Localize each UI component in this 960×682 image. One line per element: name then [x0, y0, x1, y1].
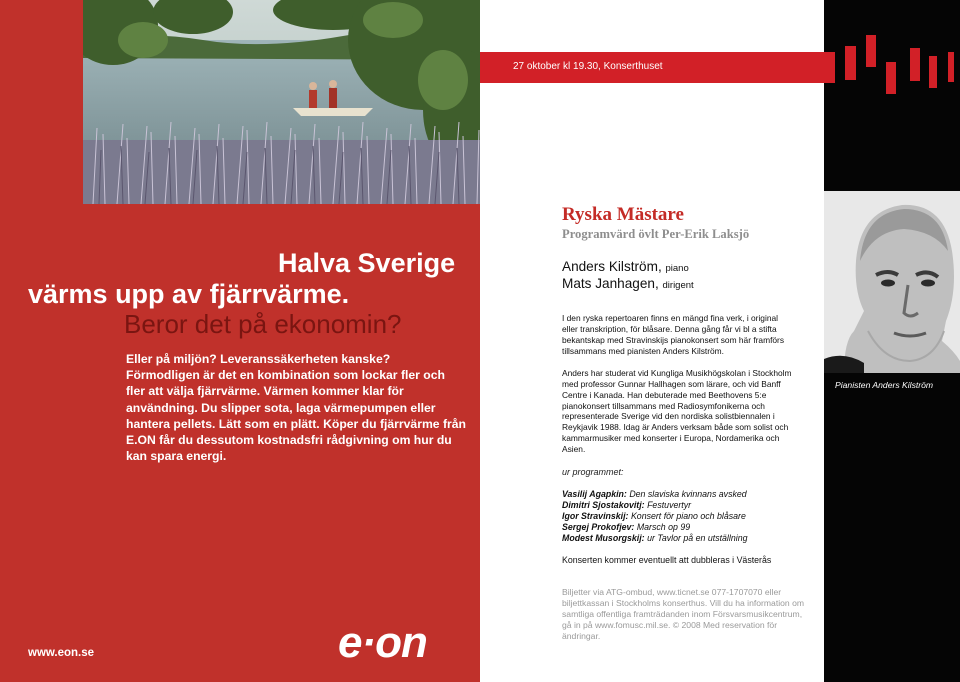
bio-paragraph: Anders har studerat vid Kungliga Musikhögskolan i Stockholm med professor Gunnar Hallhagen som lärare, och vid Banff Centre i Kanada. Han debuterade med Beethovens 5:e pianokonsert tillsammans med Radiosymfonikerna och representerade Sverige vid den nordiska solistbiennalen i Reykjavik 1988. Idag är Anders verksam både som solist och kammarmusiker med konserter i Europa, Nordamerika och Asien.	[562, 368, 792, 454]
composer: Modest Musorgskij:	[562, 532, 645, 543]
ticket-info: Biljetter via ATG-ombud, www.ticnet.se 077-1707070 eller biljettkassan i Stockholms konserthus. Vill du ha information om samtliga offentliga framträdanden inom Försvarsmusikcentrum, gå in på www.fomusc.mil.se. © 2008 Med reservation för ändringar.	[562, 587, 805, 641]
performer-2	[562, 276, 694, 291]
ad-website-link[interactable]: www.eon.se	[28, 647, 95, 659]
ad-body-text: Eller på miljön? Leveranssäkerheten kanske? Förmodligen är det en kombination som lockar fler och fler att välja fjärrvärme. Värmen kommer klar för användning. Du slipper sota, laga värmepumpen eller hantera pellets. Lätt som en plätt. Köper du fjärrvärme från E.ON får du dessutom kostnadsfri rådgivning om hur du kan spara energi.	[126, 352, 466, 464]
program-item	[562, 511, 747, 522]
performer-name: Mats Janhagen,	[562, 276, 659, 291]
work: Festuvertyr	[647, 499, 692, 510]
program-item	[562, 522, 747, 533]
eon-logo: e·on	[338, 618, 427, 667]
work: Konsert för piano och blåsare	[630, 510, 746, 521]
performer-1	[562, 259, 689, 274]
performer-role: dirigent	[662, 280, 694, 291]
concert-subtitle: Programvärd övlt Per-Erik Laksjö	[562, 227, 750, 241]
program-item	[562, 500, 747, 511]
program-item	[562, 489, 747, 500]
work: ur Tavlor på en utställning	[647, 532, 748, 543]
concert-note: Konserten kommer eventuellt att dubbleras i Västerås	[562, 555, 772, 565]
performer-name: Anders Kilström,	[562, 259, 662, 274]
work: Den slaviska kvinnans avsked	[629, 489, 747, 499]
composer: Dimitri Sjostakovitj:	[562, 499, 645, 510]
program-list	[562, 489, 747, 544]
red-bars-graphic	[824, 0, 960, 100]
program-item	[562, 533, 747, 544]
composer: Sergej Prokofjev:	[562, 521, 635, 532]
lake-photo	[83, 0, 480, 204]
performer-role: piano	[665, 263, 689, 274]
intro-paragraph: I den ryska repertoaren finns en mängd fina verk, i original eller transkription, för blåsare. Denna gång får vi bl a stifta bekantskap med Stravinskijs pianokonsert som här framförs tillsammans med pianisten Anders Kilström.	[562, 313, 785, 356]
ad-headline-line-2: värms upp av fjärrvärme.	[28, 279, 350, 309]
pianist-portrait	[824, 191, 960, 373]
concert-date: 27 oktober kl 19.30, Konserthuset	[513, 61, 663, 72]
work: Marsch op 99	[636, 521, 691, 532]
ad-subheadline: Beror det på ekonomin?	[124, 309, 402, 339]
ad-headline	[28, 248, 456, 310]
portrait-caption: Pianisten Anders Kilström	[835, 380, 934, 390]
ad-headline-line-1: Halva Sverige	[278, 248, 456, 278]
program-label: ur programmet:	[562, 467, 624, 477]
concert-title: Ryska Mästare	[562, 204, 684, 225]
composer: Igor Stravinskij:	[562, 510, 629, 521]
composer: Vasilij Agapkin:	[562, 489, 627, 499]
